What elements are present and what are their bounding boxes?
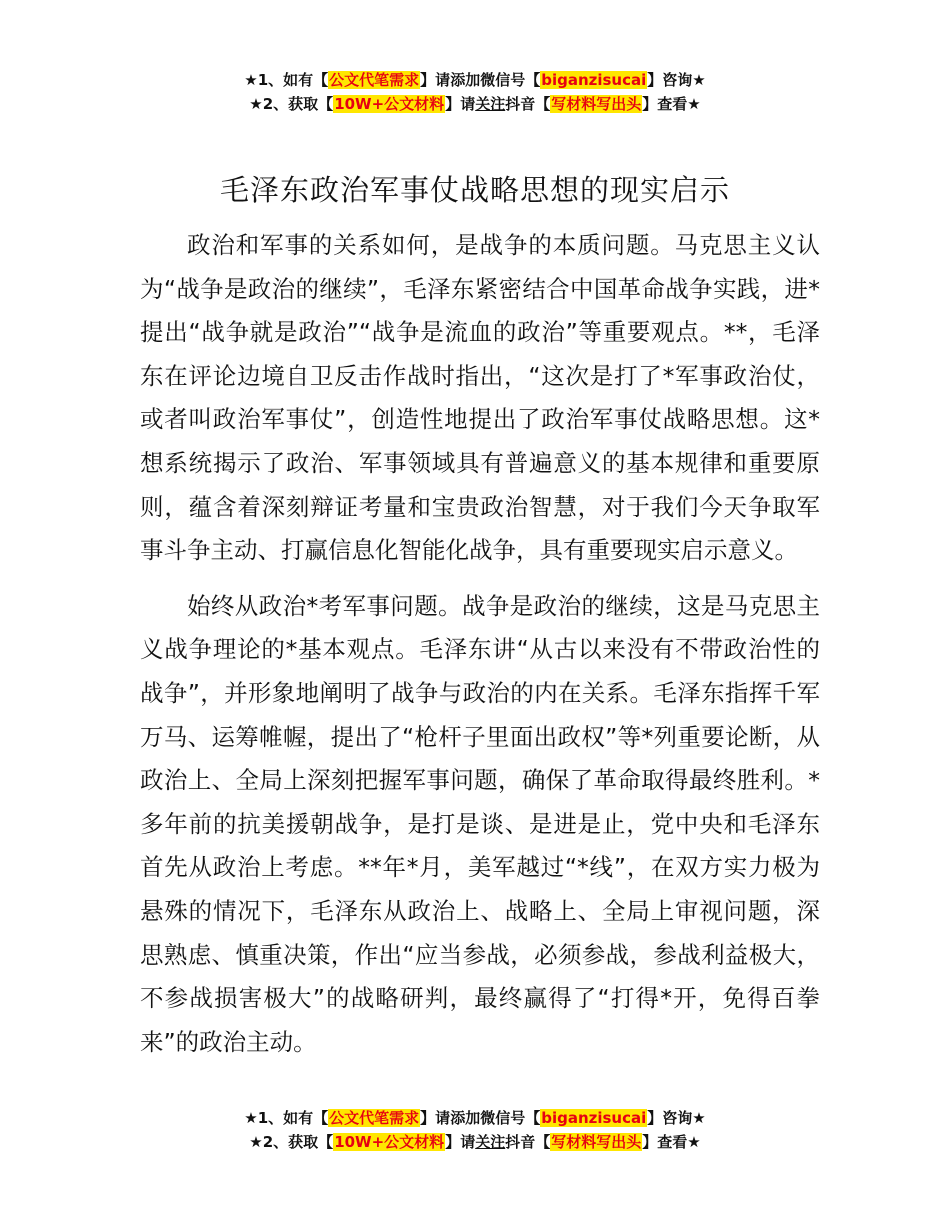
highlight-materials: 10W+公文材料 [334,95,445,113]
highlight-service: 公文代笔需求 [329,1109,420,1127]
paragraph-1: 政治和军事的关系如何，是战争的本质问题。马克思主义认为“战争是政治的继续”，毛泽东紧密结合中国革命战争实践，进*提出“战争就是政治”“战争是流血的政治”等重要观点。**，毛泽东在评论边境自卫反击作战时指出，“这次是打了*军事政治仗，或者叫政治军事仗”，创造性地提出了政治军事仗战略思想。这*想系统揭示了政治、军事领域具有普遍意义的基本规律和重要原则，蕴含着深刻辩证考量和宝贵政治智慧，对于我们今天争取军事斗争主动、打赢信息化智能化战争，具有重要现实启示意义。 [140,231,820,565]
banner-line-2: ★2、获取【10W+公文材料】请关注抖音【写材料写出头】查看★ [249,95,701,113]
highlight-service: 公文代笔需求 [329,71,420,89]
paragraph-2: 始终从政治*考军事问题。战争是政治的继续，这是马克思主义战争理论的*基本观点。毛泽东讲“从古以来没有不带政治性的战争”，并形象地阐明了战争与政治的内在关系。毛泽东指挥千军万马、运筹帷幄，提出了“枪杆子里面出政权”等*列重要论断，从政治上、全局上深刻把握军事问题，确保了革命取得最终胜利。*多年前的抗美援朝战争，是打是谈、是进是止，党中央和毛泽东首先从政治上考虑。**年*月，美军越过“*线”，在双方实力极为悬殊的情况下，毛泽东从政治上、战略上、全局上审视问题，深思熟虑、慎重决策，作出“应当参战，必须参战，参战利益极大，不参战损害极大”的战略研判，最终赢得了“打得*开，免得百拳来”的政治主动。 [140,591,820,1056]
document-title: 毛泽东政治军事仗战略思想的现实启示 [219,173,730,207]
highlight-account: 写材料写出头 [551,1133,642,1151]
highlight-wechat-id: biganzisucai [541,71,647,89]
document-body [140,224,820,1076]
banner-line-1: ★1、如有【公文代笔需求】请添加微信号【biganzisucai】咨询★ [244,1109,706,1127]
highlight-account: 写材料写出头 [551,95,642,113]
banner-line-2: ★2、获取【10W+公文材料】请关注抖音【写材料写出头】查看★ [249,1133,701,1151]
footer-banner [0,1106,950,1154]
highlight-materials: 10W+公文材料 [334,1133,445,1151]
highlight-wechat-id: biganzisucai [541,1109,647,1127]
header-banner [0,68,950,116]
banner-line-1: ★1、如有【公文代笔需求】请添加微信号【biganzisucai】咨询★ [244,71,706,89]
